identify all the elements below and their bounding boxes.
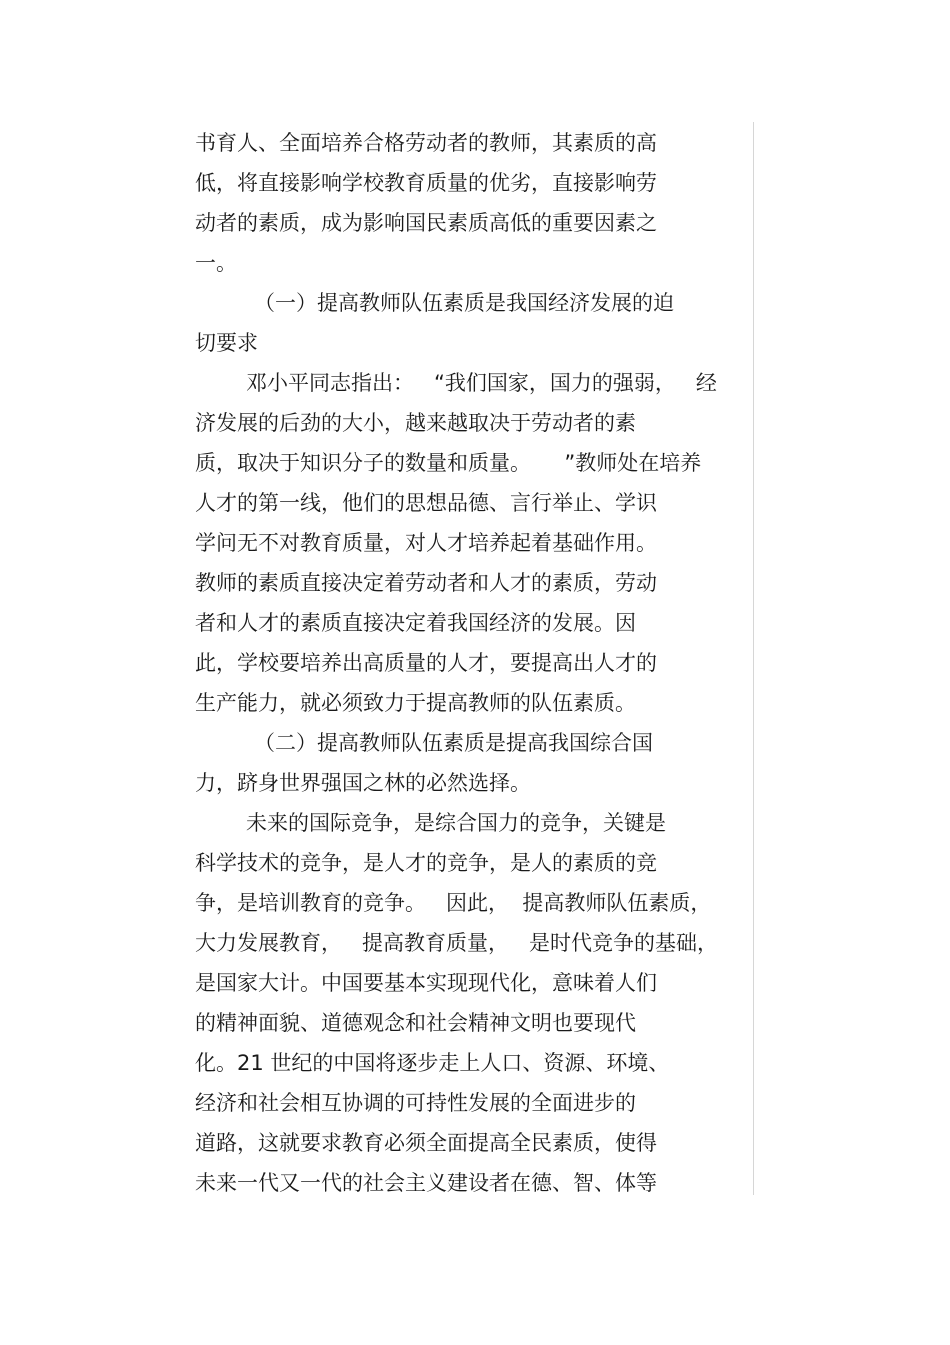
paragraph-line: 邓小平同志指出： “我们国家，国力的强弱， 经 — [246, 371, 717, 395]
paragraph-line: 是国家大计。中国要基本实现现代化，意味着人们 — [195, 971, 657, 995]
paragraph-line: 一。 — [195, 251, 237, 275]
paragraph-line: 科学技术的竞争，是人才的竞争，是人的素质的竞 — [195, 851, 657, 875]
paragraph-line: 生产能力，就必须致力于提高教师的队伍素质。 — [195, 691, 636, 715]
paragraph-line: 济发展的后劲的大小，越来越取决于劳动者的素 — [195, 411, 636, 435]
paragraph-line: 争，是培训教育的竞争。 因此， 提高教师队伍素质， — [195, 891, 712, 915]
paragraph-line: 书育人、全面培养合格劳动者的教师，其素质的高 — [195, 131, 657, 155]
paragraph-line: 经济和社会相互协调的可持性发展的全面进步的 — [195, 1091, 636, 1115]
paragraph-line: 大力发展教育， 提高教育质量， 是时代竞争的基础， — [195, 931, 719, 955]
paragraph-line: 教师的素质直接决定着劳动者和人才的素质，劳动 — [195, 571, 657, 595]
paragraph-line: 未来的国际竞争，是综合国力的竞争，关键是 — [246, 811, 666, 835]
section-heading-line: 切要求 — [195, 331, 258, 355]
paragraph-line: 道路，这就要求教育必须全面提高全民素质，使得 — [195, 1131, 657, 1155]
paragraph-line: 此，学校要培养出高质量的人才，要提高出人才的 — [195, 651, 657, 675]
paragraph-line: 动者的素质，成为影响国民素质高低的重要因素之 — [195, 211, 657, 235]
paragraph-line: 化。21 世纪的中国将逐步走上人口、资源、环境、 — [195, 1051, 670, 1075]
section-heading-line: （一）提高教师队伍素质是我国经济发展的迫 — [254, 291, 674, 315]
paragraph-line: 者和人才的素质直接决定着我国经济的发展。因 — [195, 611, 636, 635]
paragraph-line: 学问无不对教育质量，对人才培养起着基础作用。 — [195, 531, 657, 555]
section-heading-line: 力，跻身世界强国之林的必然选择。 — [195, 771, 531, 795]
paragraph-line: 质，取决于知识分子的数量和质量。 ”教师处在培养 — [195, 451, 702, 475]
paragraph-line: 未来一代又一代的社会主义建设者在德、智、体等 — [195, 1171, 657, 1195]
paragraph-line: 人才的第一线，他们的思想品德、言行举止、学识 — [195, 491, 657, 515]
section-heading-line: （二）提高教师队伍素质是提高我国综合国 — [254, 731, 653, 755]
paragraph-line: 的精神面貌、道德观念和社会精神文明也要现代 — [195, 1011, 636, 1035]
paragraph-line: 低，将直接影响学校教育质量的优劣，直接影响劳 — [195, 171, 657, 195]
